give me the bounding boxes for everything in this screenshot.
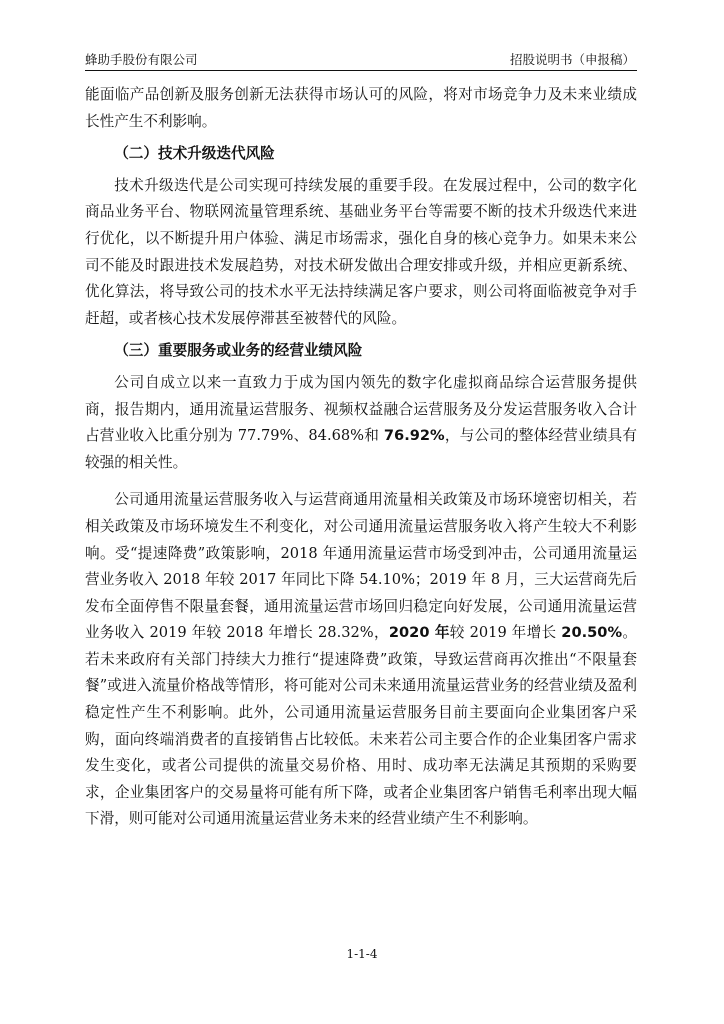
text-run: 公司通用流量运营服务收入与运营商通用流量相关政策及市场环境密切相关，若相关政策及市场环境发生不利变化，对公司通用流量运营服务收入将产生较大不利影响。受“提速降费”政策影响，2018 年通用流量运营市场受到冲击，公司通用流量运营业务收入 2018 年较 2017 年同比下降 54.10%；2019 年 8 月，三大运营商先后发布全面停售不限量套餐，通用流量运营市场回归稳定向好发展，公司通用流量运营业务收入 2019 年较 2018 年增长 28.32%， (85, 491, 637, 642)
text-run: 较 2019 年增长 (449, 624, 562, 642)
page-header (85, 50, 635, 70)
page-number: 1-1-4 (346, 947, 378, 961)
bold-figure: 76.92% (383, 427, 445, 445)
section-heading-business-performance-risk: （三）重要服务或业务的经营业绩风险 (114, 342, 363, 360)
section-heading-tech-upgrade-risk: （二）技术升级迭代风险 (114, 145, 275, 163)
business-performance-paragraph-1 (85, 370, 637, 476)
header-divider (85, 70, 637, 71)
bold-figure: 20.50% (561, 624, 623, 642)
continued-paragraph: 能面临产品创新及服务创新无法获得市场认可的风险，将对市场竞争力及未来业绩成长性产生不利影响。 (85, 86, 637, 130)
text-run: 公司自成立以来一直致力于成为国内领先的数字化虚拟商品综合运营服务提供商，报告期内，通用流量运营服务、视频权益融合运营服务及分发运营服务收入合计占营业收入比重分别为 77.79%、84.68%和 (85, 373, 637, 445)
tech-upgrade-risk-paragraph: 技术升级迭代是公司实现可持续发展的重要手段。在发展过程中，公司的数字化商品业务平台、物联网流量管理系统、基础业务平台等需要不断的技术升级迭代来进行优化，以不断提升用户体验、满足市场需求，强化自身的核心竞争力。如果未来公司不能及时跟进技术发展趋势，对技术研发做出合理安排或升级，并相应更新系统、优化算法，将导致公司的技术水平无法持续满足客户要求，则公司将面临被竞争对手赶超，或者核心技术发展停滞甚至被替代的风险。 (85, 176, 637, 327)
text-run: ，与公司的整体经营业绩具有较强的相关性。 (85, 427, 637, 471)
bold-year: 2020 年 (388, 624, 450, 642)
company-name: 蜂助手股份有限公司 (85, 52, 198, 67)
text-run: 。若未来政府有关部门持续大力推行“提速降费”政策，导致运营商再次推出“不限量套餐”或进入流量价格战等情形，将可能对公司未来通用流量运营业务的经营业绩及盈利稳定性产生不利影响。此外，公司通用流量运营服务目前主要面向企业集团客户采购，面向终端消费者的直接销售占比较低。未来若公司主要合作的企业集团客户需求发生变化，或者公司提供的流量交易价格、用时、成功率无法满足其预期的采购要求，企业集团客户的交易量将可能有所下降，或者企业集团客户销售毛利率出现大幅下滑，则可能对公司通用流量运营业务未来的经营业绩产生不利影响。 (85, 624, 637, 828)
business-performance-paragraph-2 (85, 487, 637, 833)
document-type: 招股说明书（申报稿） (509, 52, 635, 67)
paragraph-gap (85, 476, 637, 487)
document-body (85, 82, 637, 833)
